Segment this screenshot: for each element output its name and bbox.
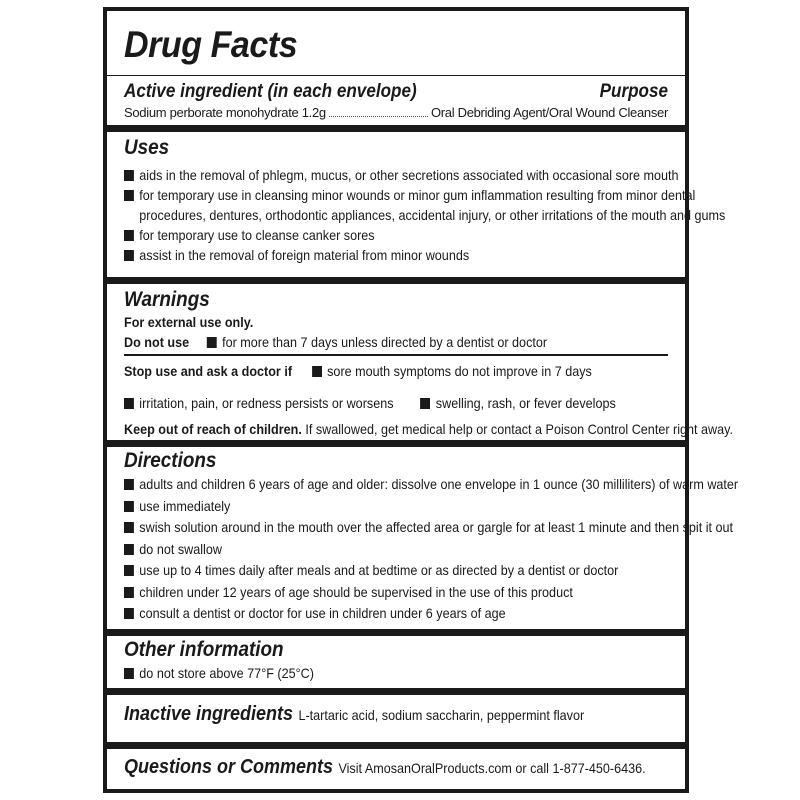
bullet-square-icon	[124, 544, 134, 555]
warnings-section	[124, 289, 668, 352]
bullet-square-icon	[124, 522, 134, 533]
bullet-square-icon	[124, 190, 134, 201]
active-ingredient-heading: Active ingredient (in each envelope)	[124, 81, 417, 102]
keep-out-label: Keep out of reach of children.	[124, 421, 302, 437]
warnings-divider	[124, 354, 668, 356]
uses-item-continued: procedures, dentures, orthodontic appliances, accidental injury, or other irritations of the mouth and gums	[139, 207, 726, 223]
inactive-ingredients-text: L-tartaric acid, sodium saccharin, peppermint flavor	[298, 707, 585, 723]
title-divider	[107, 75, 685, 76]
directions-item: consult a dentist or doctor for use in children under 6 years of age	[124, 603, 614, 625]
external-use-warning: For external use only.	[124, 314, 254, 330]
directions-item: use up to 4 times daily after meals and at bedtime or as directed by a dentist or doctor	[124, 560, 614, 582]
directions-item: swish solution around in the mouth over the affected area or gargle for at least 1 minute and then spit it out	[124, 517, 614, 539]
active-ingredient-section	[124, 81, 668, 122]
bullet-square-icon	[124, 479, 134, 490]
questions-heading: Questions or Comments	[124, 756, 334, 778]
uses-section	[124, 136, 726, 265]
bullet-square-icon	[124, 608, 134, 619]
bullet-square-icon	[207, 337, 217, 348]
section-bar	[107, 125, 685, 132]
directions-heading: Directions	[124, 449, 217, 472]
section-bar	[107, 742, 685, 749]
keep-out-row	[124, 419, 734, 439]
uses-item: aids in the removal of phlegm, mucus, or other secretions associated with occasional sore mouth	[124, 165, 614, 185]
section-bar	[107, 440, 685, 447]
drug-facts-panel	[103, 7, 739, 793]
inactive-ingredients-heading: Inactive ingredients	[124, 703, 294, 725]
directions-item: children under 12 years of age should be supervised in the use of this product	[124, 582, 614, 604]
directions-item: adults and children 6 years of age and older: dissolve one envelope in 1 ounce (30 milliliters) of warm water	[124, 474, 614, 496]
bullet-square-icon	[312, 366, 322, 377]
section-bar	[107, 277, 685, 284]
bullet-square-icon	[124, 565, 134, 576]
keep-out-text: If swallowed, get medical help or contact a Poison Control Center right away.	[305, 421, 734, 437]
purpose-heading: Purpose	[599, 81, 668, 102]
stop-use-row: irritation, pain, or redness persists or worsens swelling, rash, or fever develops	[124, 393, 614, 413]
directions-item: do not swallow	[124, 539, 614, 561]
section-bar	[107, 688, 685, 695]
section-bar	[107, 629, 685, 636]
do-not-use-label: Do not use	[124, 334, 190, 350]
questions-text: Visit AmosanOralProducts.com or call 1-877-450-6436.	[338, 760, 646, 776]
uses-item: for temporary use to cleanse canker sores	[124, 225, 614, 245]
bullet-square-icon	[124, 230, 134, 241]
uses-item: assist in the removal of foreign material from minor wounds	[124, 245, 614, 265]
other-information-section	[124, 639, 668, 683]
drug-facts-title: Drug Facts	[124, 24, 298, 65]
active-ingredient-purpose: Oral Debriding Agent/Oral Wound Cleanser	[430, 105, 668, 120]
bullet-square-icon	[124, 398, 134, 409]
bullet-square-icon	[124, 501, 134, 512]
title-block	[124, 25, 668, 65]
active-ingredient-name: Sodium perborate monohydrate 1.2g	[124, 105, 326, 120]
stop-use-block	[124, 361, 734, 439]
uses-item: for temporary use in cleansing minor wounds or minor gum inflammation resulting from minor dental	[124, 185, 614, 205]
other-information-heading: Other information	[124, 638, 284, 661]
bullet-square-icon	[124, 668, 134, 679]
questions-section	[124, 756, 668, 780]
stop-use-label: Stop use and ask a doctor if	[124, 363, 293, 379]
bullet-square-icon	[124, 170, 134, 181]
warnings-heading: Warnings	[124, 288, 210, 311]
inactive-ingredients-section	[124, 703, 668, 727]
directions-item: use immediately	[124, 496, 614, 518]
do-not-use-row: Do not use for more than 7 days unless directed by a dentist or doctor	[124, 334, 548, 350]
bullet-square-icon	[124, 587, 134, 598]
directions-section	[124, 449, 739, 625]
leader-dots	[329, 116, 428, 117]
bullet-square-icon	[421, 398, 431, 409]
bullet-square-icon	[124, 250, 134, 261]
other-information-item: do not store above 77°F (25°C)	[124, 663, 614, 683]
stop-use-row: Stop use and ask a doctor if sore mouth symptoms do not improve in 7 days	[124, 363, 592, 379]
uses-heading: Uses	[124, 136, 170, 159]
